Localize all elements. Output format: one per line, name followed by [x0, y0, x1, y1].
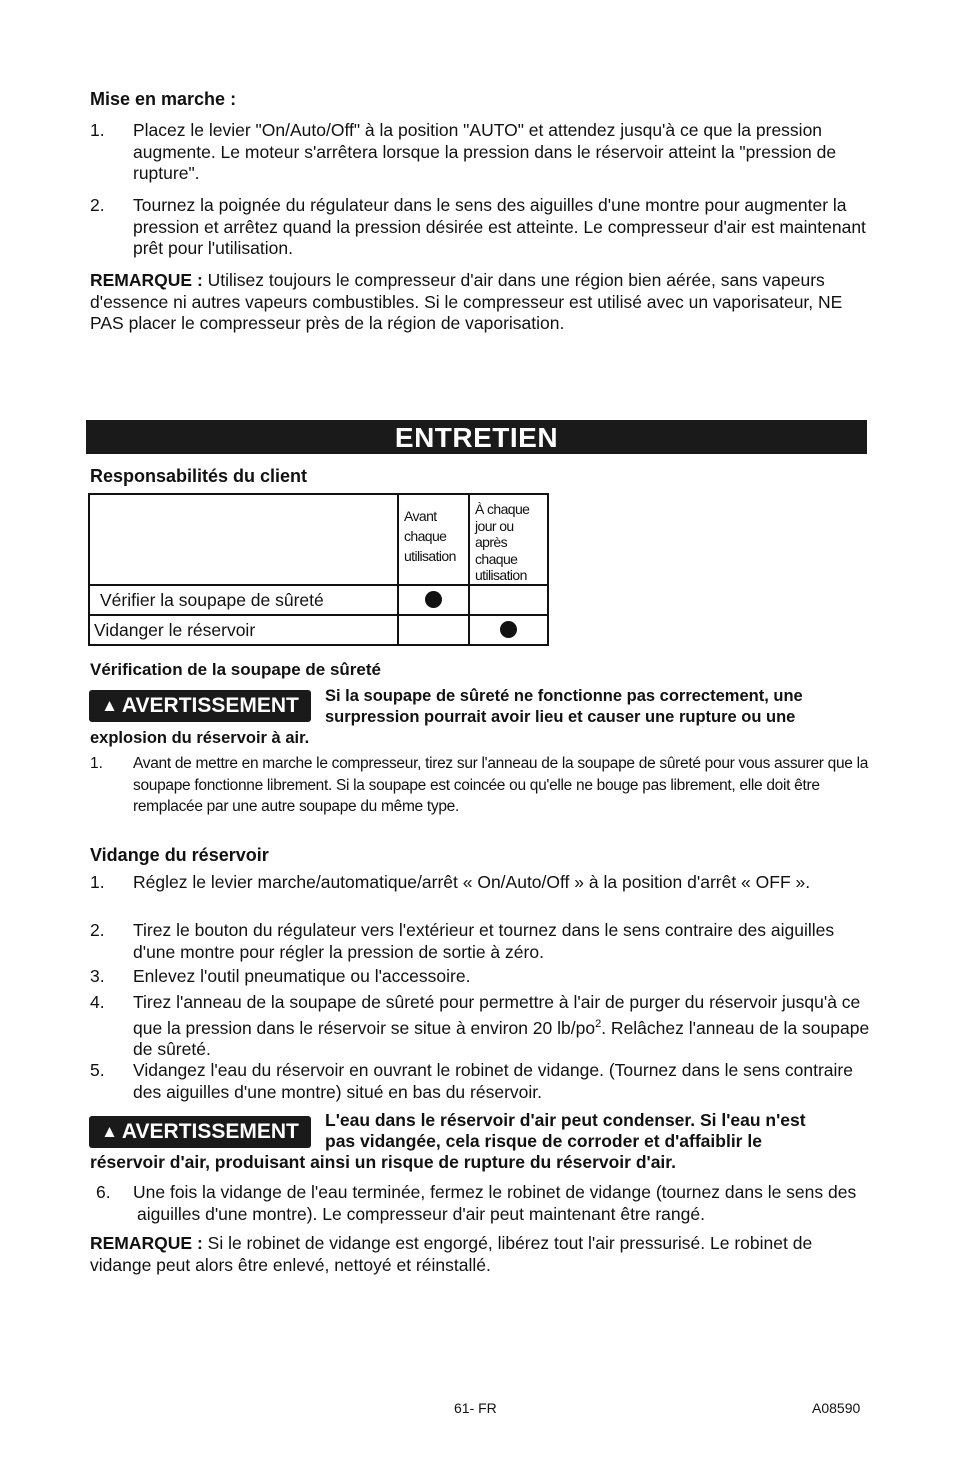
drain-heading: Vidange du réservoir — [90, 845, 269, 865]
responsibilities-heading: Responsabilités du client — [90, 466, 308, 486]
note-text: Utilisez toujours le compresseur d'air dans une région bien aérée, sans vapeurs d'essence ni autres vapeurs combustibles. Si le compresseur est utilisé avec un vaporisateur, NE PAS placer le compresseur près de la région de vaporisation. — [90, 270, 843, 333]
check-dot-icon — [500, 621, 517, 638]
warning-text-line2: surpression pourrait avoir lieu et causer une rupture ou une — [325, 708, 796, 726]
warning-triangle-icon: ▲ — [101, 1122, 118, 1141]
step-text: Tirez le bouton du régulateur vers l'extérieur et tournez dans le sens contraire des aiguilles d'une montre pour régler la pression de sortie à zéro. — [133, 920, 835, 962]
step-number: 3. — [90, 966, 105, 986]
warning-badge — [89, 1116, 311, 1148]
table-corner-cell — [89, 494, 398, 585]
step-number: 2. — [90, 920, 105, 940]
step-number: 4. — [90, 992, 105, 1012]
warning-text-line2: pas vidangée, cela risque de corroder et d'affaiblir le — [325, 1131, 762, 1151]
step-number: 1. — [90, 872, 105, 892]
step-text: Une fois la vidange de l'eau terminée, fermez le robinet de vidange (tournez dans le sens des aiguilles d'une montre). Le compresseur d'air peut maintenant être rangé. — [133, 1182, 857, 1224]
table-header-daily — [469, 494, 548, 585]
step-text: Réglez le levier marche/automatique/arrêt « On/Auto/Off » à la position d'arrêt « OFF ». — [133, 872, 811, 892]
drain-step-2 — [90, 920, 870, 963]
drain-step-6 — [90, 1182, 870, 1225]
superscript: 2 — [595, 1017, 602, 1030]
drain-note — [90, 1233, 830, 1276]
drain-step-5 — [90, 1060, 870, 1103]
step-text-continued: . Relâchez l'anneau de la soupape de sûreté. — [133, 1017, 870, 1059]
table-header-row — [89, 494, 548, 585]
check-dot-icon — [425, 591, 442, 608]
step-number: 1. — [90, 120, 105, 140]
row-mark-cell — [398, 585, 469, 615]
startup-note — [90, 270, 870, 335]
header-text: Avant chaque utilisation — [404, 508, 456, 564]
step-text: Tirez l'anneau de la soupape de sûreté pour permettre à l'air de purger du réservoir jusqu'à ce que la pression dans le réservoir se situe à environ 20 lb/po — [133, 992, 861, 1038]
startup-step-1 — [90, 120, 870, 185]
valve-step-1 — [90, 753, 870, 818]
note-label: REMARQUE : — [90, 270, 203, 290]
row-label: Vérifier la soupape de sûreté — [100, 589, 324, 610]
page-number: 61- FR — [454, 1400, 497, 1416]
warning-triangle-icon: ▲ — [101, 696, 118, 715]
step-number: 2. — [90, 195, 105, 215]
step-number: 6. — [96, 1182, 111, 1202]
row-mark-cell — [469, 585, 548, 615]
table-row — [89, 615, 548, 645]
row-label: Vidanger le réservoir — [94, 619, 256, 640]
drain-step-3 — [90, 966, 870, 988]
row-label-cell — [89, 615, 398, 645]
warning-badge — [89, 690, 311, 722]
startup-step-2 — [90, 195, 870, 260]
row-mark-cell — [398, 615, 469, 645]
header-text: À chaque jour ou après chaque utilisation — [475, 501, 530, 583]
step-number: 1. — [90, 755, 103, 772]
warning-text-line3: réservoir d'air, produisant ainsi un risque de rupture du réservoir d'air. — [90, 1152, 676, 1172]
note-label: REMARQUE : — [90, 1233, 203, 1253]
step-number: 5. — [90, 1060, 105, 1080]
warning-label: AVERTISSEMENT — [121, 694, 299, 717]
step-text: Enlevez l'outil pneumatique ou l'accessoire. — [133, 966, 471, 986]
table-row — [89, 585, 548, 615]
step-text: Avant de mettre en marche le compresseur, tirez sur l'anneau de la soupape de sûreté pour vous assurer que la soupape fonctionne librement. Si la soupape est coincée ou qu'elle ne bouge pas librement, elle doit être remplacée par une autre soupape du même type. — [133, 755, 869, 815]
row-label-cell — [89, 585, 398, 615]
valve-check-heading: Vérification de la soupape de sûreté — [90, 660, 381, 679]
startup-heading: Mise en marche : — [90, 89, 237, 109]
step-text: Tournez la poignée du régulateur dans le sens des aiguilles d'une montre pour augmenter la pression et arrêtez quand la pression désirée est atteinte. Le compresseur d'air est maintenant prêt pour l'utilisation. — [133, 195, 866, 258]
step-text: Vidangez l'eau du réservoir en ouvrant le robinet de vidange. (Tournez dans le sens contraire des aiguilles d'une montre) situé en bas du réservoir. — [133, 1060, 853, 1102]
step-text: Placez le levier "On/Auto/Off" à la position "AUTO" et attendez jusqu'à ce que la pression augmente. Le moteur s'arrêtera lorsque la pression dans le réservoir atteint la "pression de rupture". — [133, 120, 837, 183]
responsibilities-table — [88, 493, 549, 646]
document-code: A08590 — [812, 1400, 861, 1416]
maintenance-banner: ENTRETIEN — [86, 420, 867, 454]
warning-text-line1: L'eau dans le réservoir d'air peut condenser. Si l'eau n'est — [325, 1110, 806, 1130]
drain-step-1 — [90, 872, 870, 894]
drain-step-4 — [90, 992, 870, 1060]
warning-label: AVERTISSEMENT — [121, 1120, 299, 1143]
row-mark-cell — [469, 615, 548, 645]
warning-text-line3: explosion du réservoir à air. — [90, 729, 310, 747]
warning-text-line1: Si la soupape de sûreté ne fonctionne pas correctement, une — [325, 687, 803, 705]
table-header-before-use — [398, 494, 469, 585]
note-text: Si le robinet de vidange est engorgé, libérez tout l'air pressurisé. Le robinet de vidange peut alors être enlevé, nettoyé et réinstallé. — [90, 1233, 813, 1275]
